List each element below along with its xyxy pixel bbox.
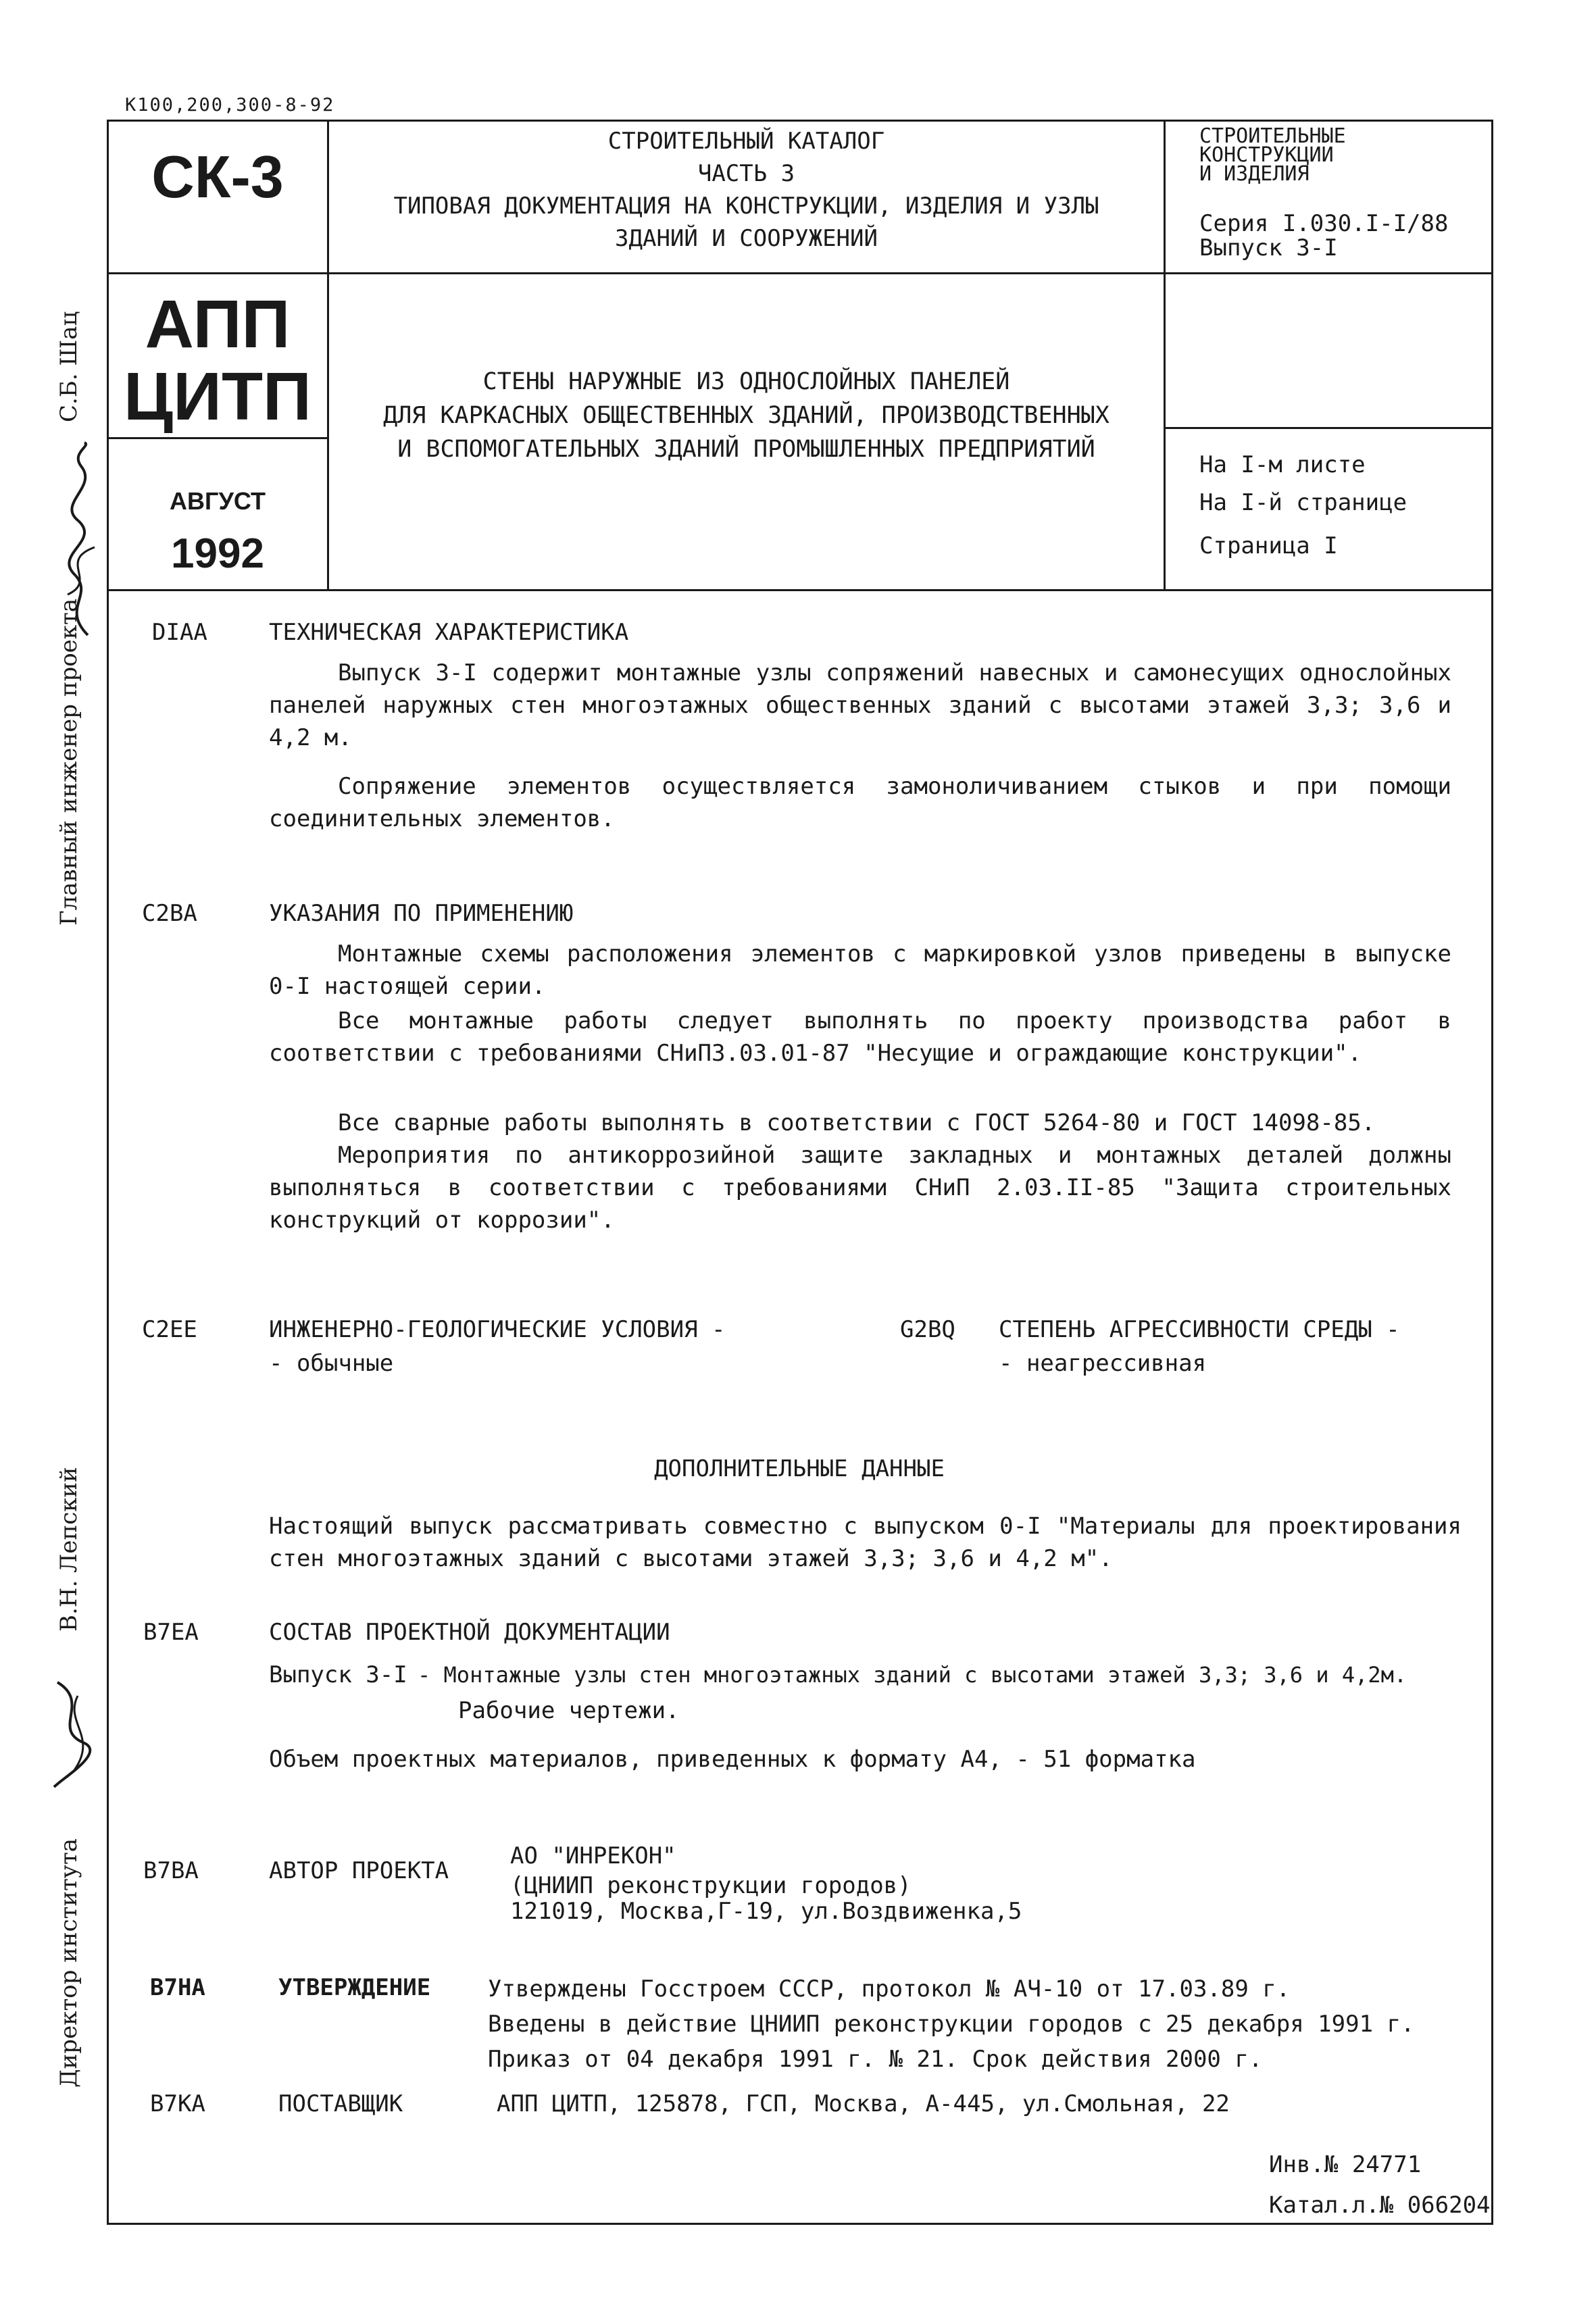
author-block bbox=[510, 1843, 1022, 1924]
catalog-line: ЧАСТЬ 3 bbox=[697, 160, 795, 187]
inventory-number: Инв.№ 24771 bbox=[1269, 2151, 1422, 2178]
section-label: ПОСТАВЩИК bbox=[278, 2090, 403, 2117]
frame-top bbox=[107, 120, 1493, 122]
aggr-line: СТЕПЕНЬ АГРЕССИВНОСТИ СРЕДЫ - bbox=[999, 1316, 1400, 1343]
catalog-line: СТРОИТЕЛЬНЫЙ КАТАЛОГ bbox=[607, 128, 885, 155]
section-code: B7HA bbox=[150, 1974, 205, 2001]
section-heading: СОСТАВ ПРОЕКТНОЙ ДОКУМЕНТАЦИИ bbox=[269, 1619, 670, 1646]
approval-block bbox=[488, 1971, 1414, 2077]
publisher-divider bbox=[107, 437, 328, 439]
section-heading: ДОПОЛНИТЕЛЬНЫЕ ДАННЫЕ bbox=[654, 1455, 945, 1482]
category-line: СТРОИТЕЛЬНЫЕ bbox=[1199, 124, 1346, 148]
category-line: И ИЗДЕЛИЯ bbox=[1199, 162, 1310, 186]
paragraph: Сопряжение элементов осуществляется замоноличиванием стыков и при помощи соединительных элементов. bbox=[269, 773, 1451, 832]
section-label: УТВЕРЖДЕНИЕ bbox=[278, 1974, 431, 2001]
header-bottom-line bbox=[107, 589, 1493, 591]
geo-line: - обычные bbox=[269, 1350, 394, 1377]
signature-lepsky bbox=[37, 1676, 111, 1790]
section-code: B7EA bbox=[143, 1619, 199, 1646]
frame-right bbox=[1491, 120, 1493, 2225]
right-col-divider bbox=[1164, 120, 1166, 591]
section-code: B7KA bbox=[150, 2090, 205, 2117]
section-code: C2BA bbox=[142, 900, 197, 927]
paragraph: Мероприятия по антикоррозийной защите закладных и монтажных деталей должны выполняться в соответствии с требованиями СНиП 2.03.II-85 "Защита строительных конструкций от коррозии". bbox=[269, 1142, 1451, 1234]
title-line: И ВСПОМОГАТЕЛЬНЫХ ЗДАНИЙ ПРОМЫШЛЕННЫХ ПРЕДПРИЯТИЙ bbox=[397, 436, 1095, 463]
catalog-block bbox=[329, 125, 1164, 255]
issue-label: Выпуск 3-I bbox=[269, 1661, 407, 1688]
chief-engineer-name: С.Б. Шац bbox=[55, 311, 82, 422]
paragraph: Настоящий выпуск рассматривать совместно с выпуском 0-I "Материалы для проектирования стен многоэтажных зданий с высотами этажей 3,3; 3,6 и 4,2 м". bbox=[269, 1513, 1462, 1572]
approval-line: Приказ от 04 декабря 1991 г. № 21. Срок действия 2000 г. bbox=[488, 2046, 1263, 2073]
document-title bbox=[329, 365, 1164, 466]
author-line: АО "ИНРЕКОН" bbox=[510, 1842, 676, 1869]
frame-bottom bbox=[107, 2223, 1493, 2225]
category-block bbox=[1199, 124, 1346, 186]
lepsky-label: В.Н. Лепский bbox=[55, 1467, 82, 1632]
sheet-line: На I-й странице bbox=[1199, 489, 1407, 516]
signature-shats bbox=[41, 439, 108, 642]
volume: Объем проектных материалов, приведенных к формату А4, - 51 форматка bbox=[269, 1746, 1196, 1773]
issue-description: - Монтажные узлы стен многоэтажных зданий с высотами этажей 3,3; 3,6 и 4,2м. bbox=[418, 1662, 1407, 1688]
approval-line: Утверждены Госстроем СССР, протокол № АЧ-10 от 17.03.89 г. bbox=[488, 1976, 1291, 2003]
section-heading: ТЕХНИЧЕСКАЯ ХАРАКТЕРИСТИКА bbox=[269, 619, 629, 646]
row1-divider bbox=[107, 272, 1493, 274]
catalog-line: ЗДАНИЙ И СООРУЖЕНИЙ bbox=[615, 225, 878, 252]
title-line: СТЕНЫ НАРУЖНЫЕ ИЗ ОДНОСЛОЙНЫХ ПАНЕЛЕЙ bbox=[482, 368, 1010, 395]
approval-line: Введены в действие ЦНИИП реконструкции городов с 25 декабря 1991 г. bbox=[488, 2011, 1415, 2038]
geo-line: ИНЖЕНЕРНО-ГЕОЛОГИЧЕСКИЕ УСЛОВИЯ - bbox=[269, 1316, 726, 1343]
author-line: (ЦНИИП реконструкции городов) bbox=[510, 1872, 912, 1899]
author-line: 121019, Москва,Г-19, ул.Воздвиженка,5 bbox=[510, 1898, 1022, 1925]
category-line: КОНСТРУКЦИИ bbox=[1199, 143, 1334, 167]
paragraph: Монтажные схемы расположения элементов с маркировкой узлов приведены в выпуске 0-I настоящей серии. bbox=[269, 940, 1451, 1000]
publisher-line-1: АПП bbox=[145, 286, 291, 362]
catalog-line: ТИПОВАЯ ДОКУМЕНТАЦИЯ НА КОНСТРУКЦИИ, ИЗДЕЛИЯ И УЗЛЫ bbox=[393, 193, 1099, 220]
catalog-sheet-number: Катал.л.№ 066204 bbox=[1269, 2192, 1491, 2219]
frame-left bbox=[107, 120, 109, 2225]
section-code: C2EE bbox=[142, 1316, 197, 1343]
section-heading: УКАЗАНИЯ ПО ПРИМЕНЕНИЮ bbox=[269, 900, 574, 927]
sheet-line: На I-м листе bbox=[1199, 451, 1366, 478]
issue-description-2: Рабочие чертежи. bbox=[458, 1697, 680, 1724]
paragraph: Все сварные работы выполнять в соответствии с ГОСТ 5264-80 и ГОСТ 14098-85. bbox=[338, 1109, 1376, 1136]
aggr-line: - неагрессивная bbox=[999, 1350, 1207, 1377]
paragraph: Выпуск 3-I содержит монтажные узлы сопряжений навесных и самонесущих однослойных панелей наружных стен многоэтажных общественных зданий с высотами этажей 3,3; 3,6 и 4,2 м. bbox=[269, 659, 1451, 751]
issue: Выпуск 3-I bbox=[1199, 234, 1338, 261]
publisher-line-2: ЦИТП bbox=[124, 359, 311, 434]
section-code: G2BQ bbox=[900, 1316, 955, 1343]
chief-engineer-label: Главный инженер проекта bbox=[55, 598, 82, 926]
document-code: К100,200,300-8-92 bbox=[125, 95, 335, 116]
section-label: АВТОР ПРОЕКТА bbox=[269, 1857, 449, 1884]
director-label: Директор института bbox=[55, 1838, 82, 2088]
sheet-info bbox=[1199, 446, 1407, 565]
paragraph: Все монтажные работы следует выполнять по проекту производства работ в соответствии с требованиями СНиП3.03.01-87 "Несущие и ограждающие конструкции". bbox=[269, 1007, 1451, 1067]
year: 1992 bbox=[171, 530, 264, 577]
sk-label: СК-3 bbox=[151, 143, 284, 210]
sheet-info-divider bbox=[1164, 427, 1493, 429]
supplier-line: АПП ЦИТП, 125878, ГСП, Москва, А-445, ул.Смольная, 22 bbox=[497, 2090, 1230, 2117]
title-line: ДЛЯ КАРКАСНЫХ ОБЩЕСТВЕННЫХ ЗДАНИЙ, ПРОИЗВОДСТВЕННЫХ bbox=[383, 402, 1109, 429]
section-code: DIAA bbox=[152, 619, 207, 646]
month: АВГУСТ bbox=[170, 487, 266, 515]
sheet-line: Страница I bbox=[1199, 532, 1338, 559]
section-code: B7BA bbox=[143, 1857, 199, 1884]
series: Серия I.030.I-I/88 bbox=[1199, 210, 1449, 237]
